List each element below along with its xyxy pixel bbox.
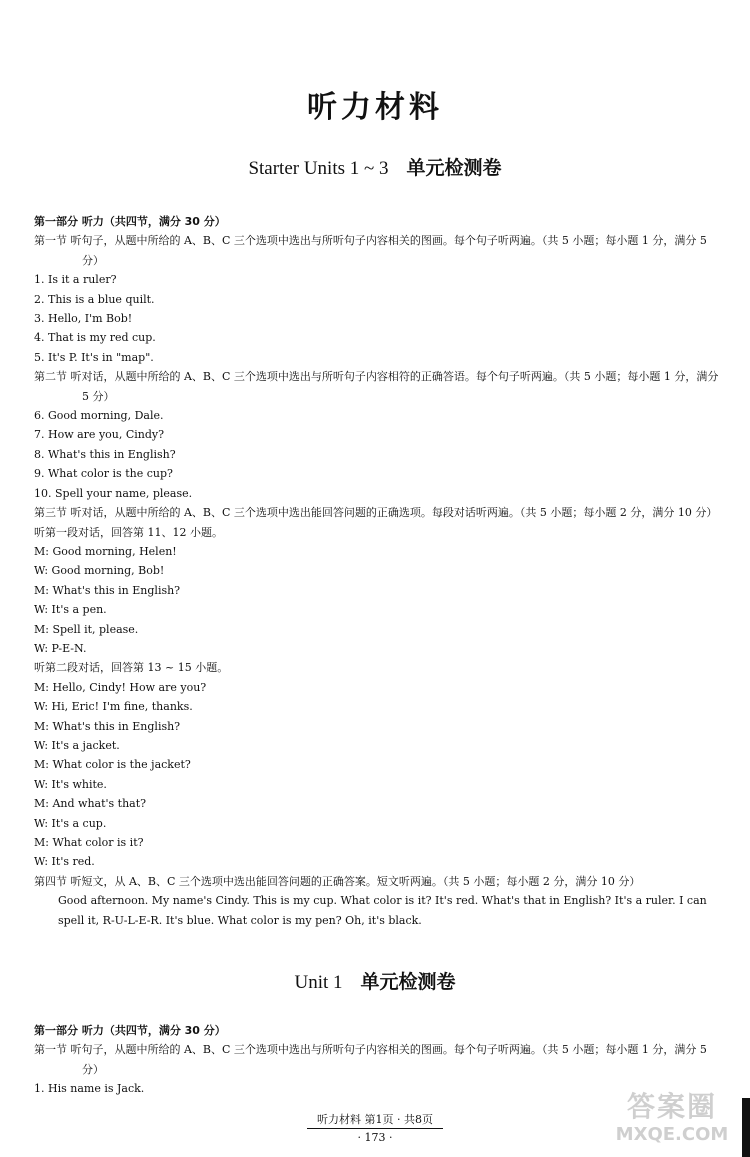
text-line: Good afternoon. My name's Cindy. This is my cup. What color is it? It's red. What's that in English? It's a ruler. I can spell it, R-U-L-E-R. It's blue. What color is my pen? Oh, it's black. — [58, 894, 707, 927]
unit-content-unit1 — [34, 1021, 724, 1099]
text-line: W: It's white. — [34, 777, 107, 791]
text-line: M: What's this in English? — [34, 583, 181, 597]
page-number: · 173 · — [357, 1131, 393, 1144]
text-line: W: P-E-N. — [34, 641, 87, 655]
part-heading: 第一部分 听力（共四节，满分 30 分） — [34, 1024, 226, 1037]
unit-heading-en: Starter Units 1 ~ 3 — [248, 158, 389, 179]
text-line: 6. Good morning, Dale. — [34, 409, 164, 423]
page-title: 听力材料 — [307, 90, 443, 125]
unit-heading-cn: 单元检测卷 — [406, 157, 502, 179]
text-line: M: What's this in English? — [34, 719, 181, 733]
text-line: M: Spell it, please. — [34, 622, 139, 636]
text-line: M: Good morning, Helen! — [34, 544, 177, 558]
unit-content-starter — [34, 212, 724, 930]
text-line: W: It's a pen. — [34, 603, 107, 617]
text-line: 第四节 听短文，从 A、B、C 三个选项中选出能回答问题的正确答案。短文听两遍。（共 5 小题；每小题 2 分，满分 10 分） — [34, 874, 641, 888]
text-line: W: Good morning, Bob! — [34, 564, 165, 578]
text-line: 7. How are you, Cindy? — [34, 428, 165, 442]
unit-heading-starter — [0, 153, 750, 180]
watermark-url: MXQE.COM — [615, 1124, 729, 1145]
text-line: M: And what's that? — [34, 797, 147, 811]
text-line: M: What color is it? — [34, 836, 144, 849]
watermark-logo — [602, 1090, 742, 1154]
part-heading: 第一部分 听力（共四节，满分 30 分） — [34, 215, 226, 228]
text-line: 4. That is my red cup. — [34, 331, 156, 345]
text-line: W: It's a cup. — [34, 816, 107, 830]
text-line: M: What color is the jacket? — [34, 758, 191, 772]
text-line: 听第一段对话，回答第 11、12 小题。 — [34, 525, 223, 539]
unit-heading-unit1 — [0, 967, 750, 994]
unit-heading-cn: 单元检测卷 — [360, 971, 456, 993]
text-line: 第一节 听句子，从题中所给的 A、B、C 三个选项中选出与所听句子内容相关的图画。每个句子听两遍。（共 5 小题；每小题 1 分，满分 5 分） — [34, 234, 707, 267]
footer-label: 听力材料 第1页 · 共8页 — [307, 1111, 443, 1129]
text-line: 第一节 听句子，从题中所给的 A、B、C 三个选项中选出与所听句子内容相关的图画。每个句子听两遍。（共 5 小题；每小题 1 分，满分 5 分） — [34, 1043, 707, 1076]
text-line: 1. His name is Jack. — [34, 1082, 145, 1096]
text-line: W: It's a jacket. — [34, 738, 120, 752]
text-line: 第二节 听对话，从题中所给的 A、B、C 三个选项中选出与所听句子内容相符的正确答语。每个句子听两遍。（共 5 小题；每小题 1 分，满分 5 分） — [34, 370, 719, 403]
text-line: W: It's red. — [34, 855, 95, 869]
text-line: M: Hello, Cindy! How are you? — [34, 680, 207, 694]
text-line: 1. Is it a ruler? — [34, 273, 117, 287]
unit-heading-en: Unit 1 — [294, 972, 343, 993]
scan-edge-bar — [742, 1098, 750, 1157]
text-line: 5. It's P. It's in "map". — [34, 350, 154, 364]
text-line: 10. Spell your name, please. — [34, 486, 193, 500]
text-line: 第三节 听对话，从题中所给的 A、B、C 三个选项中选出能回答问题的正确选项。每段对话听两遍。（共 5 小题；每小题 2 分，满分 10 分） — [34, 506, 718, 520]
text-line: 8. What's this in English? — [34, 447, 176, 461]
watermark-text: 答案圈 — [626, 1090, 717, 1123]
text-line: 9. What color is the cup? — [34, 467, 173, 481]
text-line: 2. This is a blue quilt. — [34, 292, 155, 306]
text-line: W: Hi, Eric! I'm fine, thanks. — [34, 700, 193, 714]
text-line: 3. Hello, I'm Bob! — [34, 312, 133, 326]
text-line: 听第二段对话，回答第 13 ~ 15 小题。 — [34, 661, 229, 675]
